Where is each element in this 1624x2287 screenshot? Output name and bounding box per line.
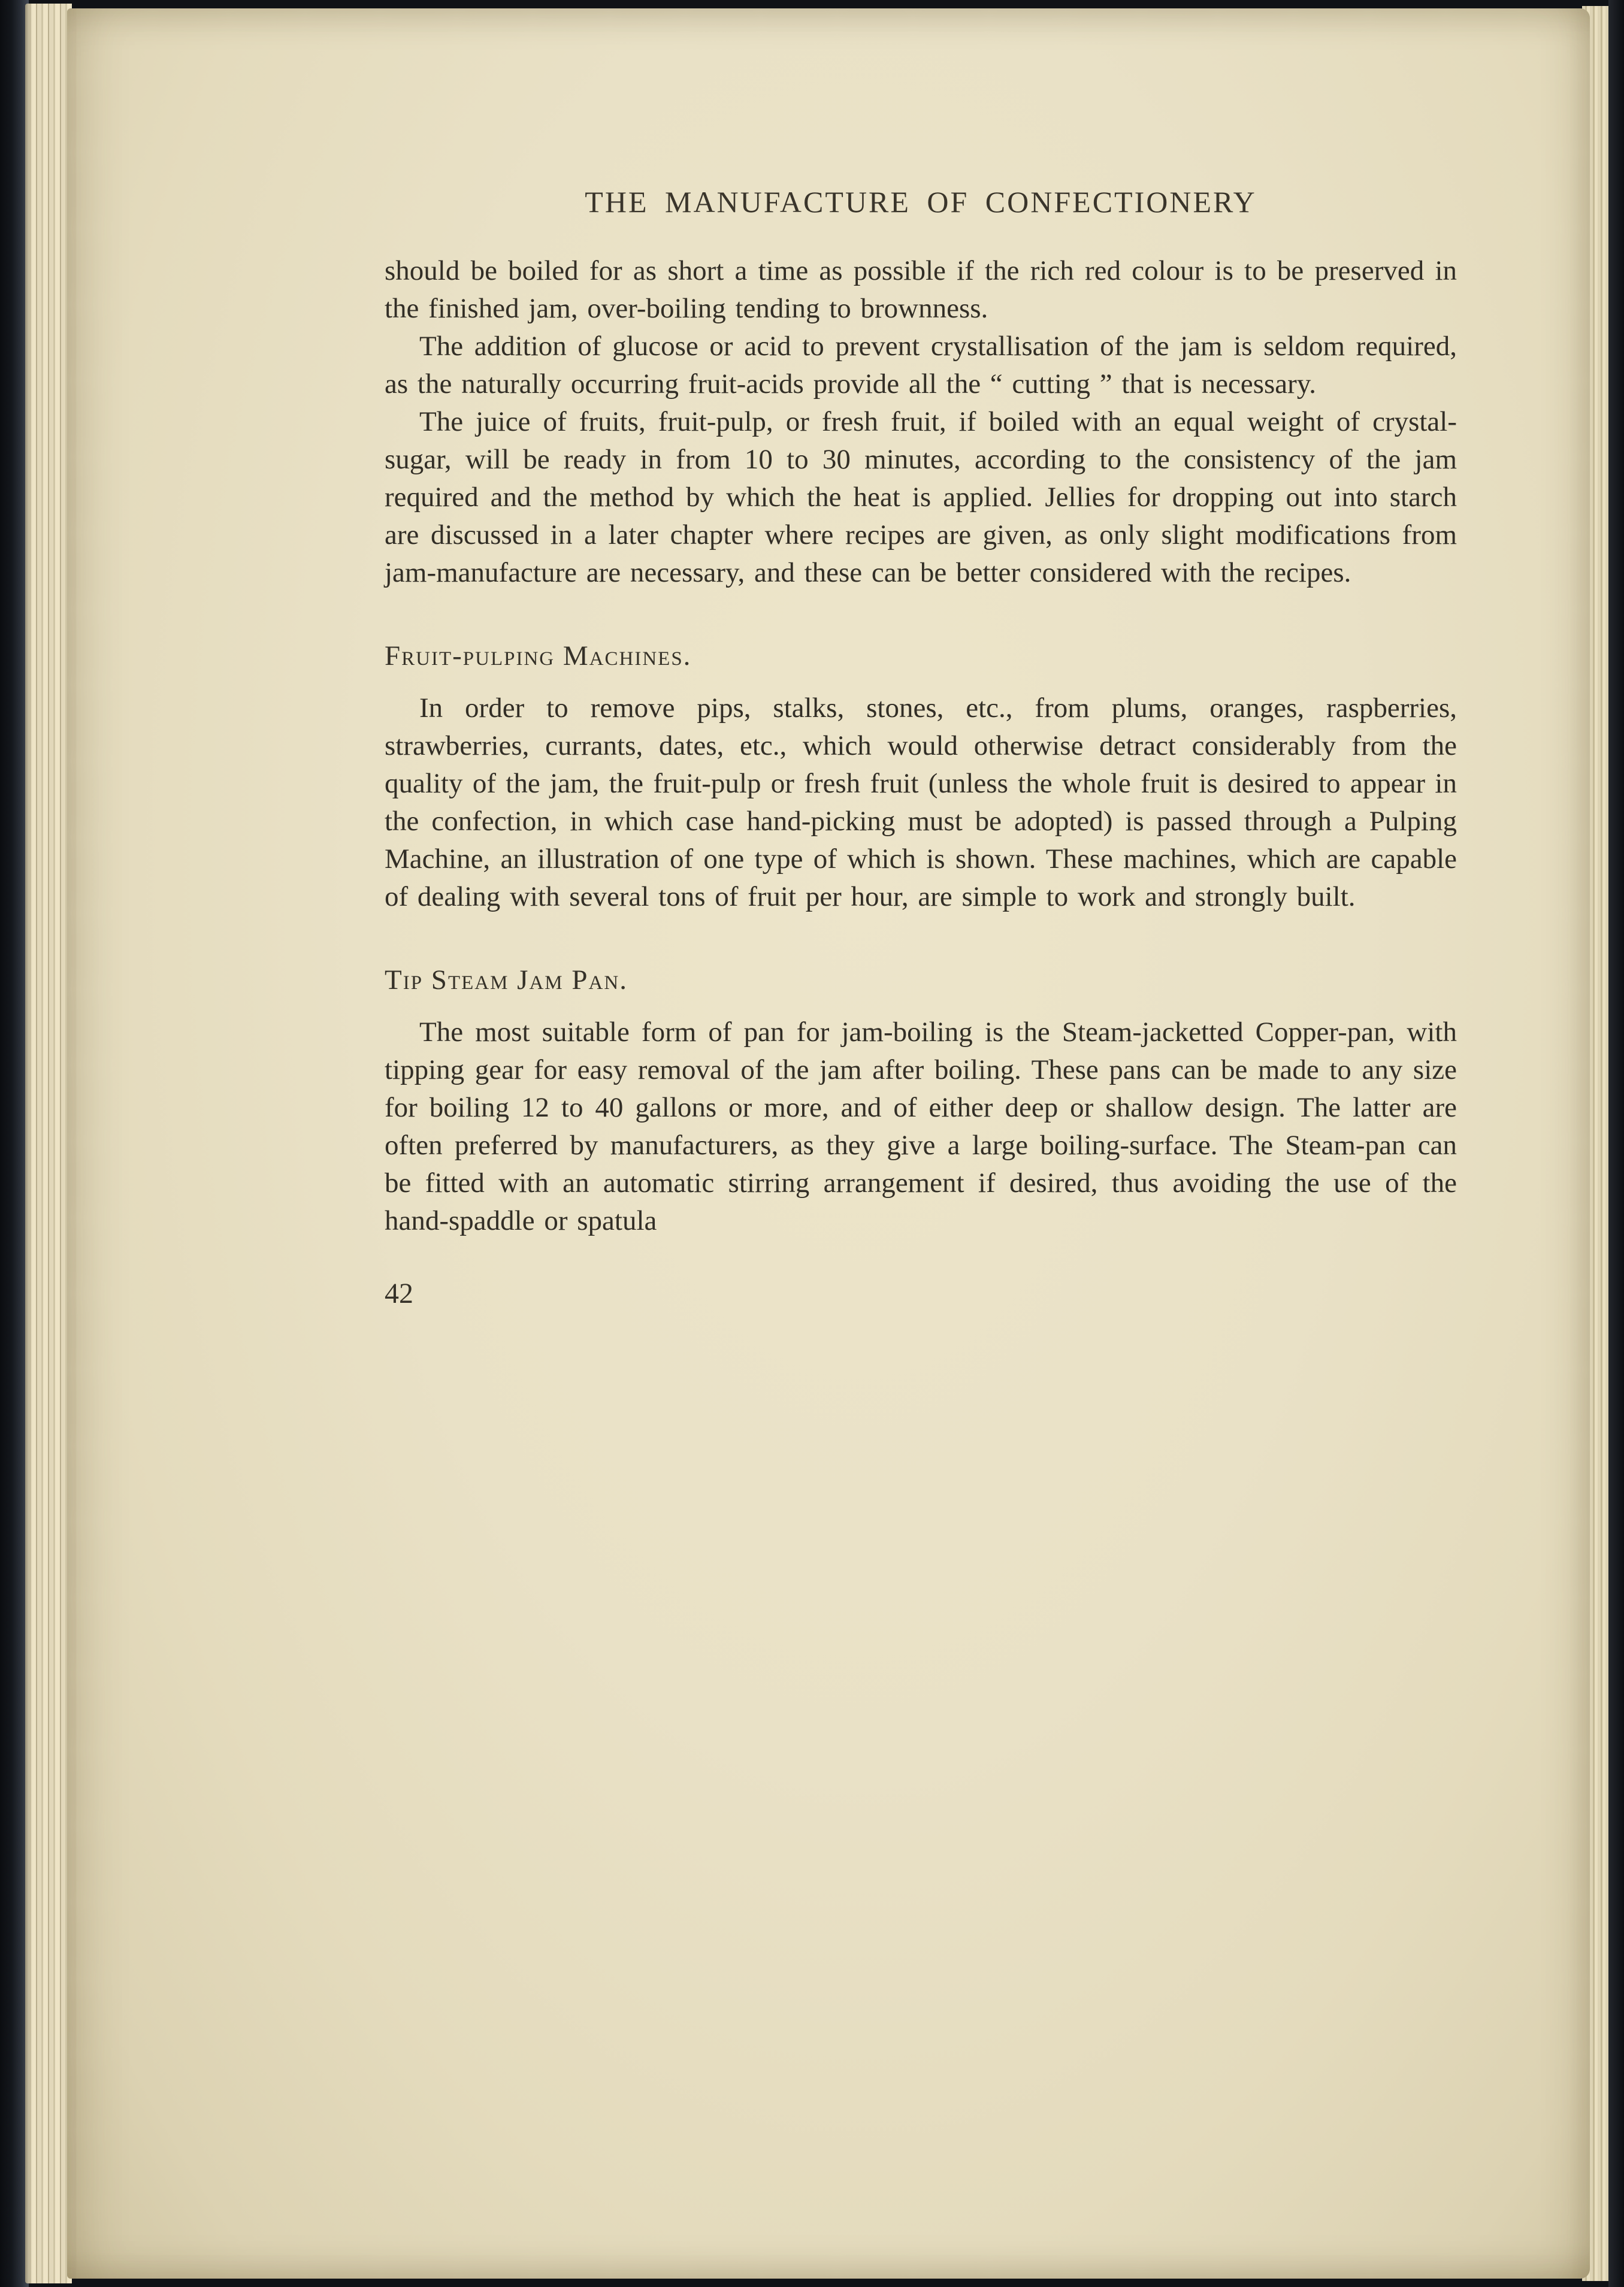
paragraph-glucose-acid: The addition of glucose or acid to prevent crystallisation of the jam is seldom required, as the naturally occurring fruit-acids provide all the “ cutting ” that is necessary. bbox=[385, 331, 1457, 400]
paragraph-fruit-pulping: In order to remove pips, stalks, stones, etc., from plums, oranges, raspberries, strawberries, currants, dates, etc., which would otherwise detract considerably from the quality of the jam, the fruit-pulp or fresh fruit (unless the whole fruit is desired to appear in the confection, in which case hand-picking must be adopted) is passed through a Pulping Machine, an illustration of one type of which is shown. These machines, which are capable of dealing with several tons of fruit per hour, are simple to work and strongly built. bbox=[385, 692, 1457, 912]
book-page bbox=[67, 8, 1590, 2279]
section-heading-tip-steam-jam-pan: Tip Steam Jam Pan. bbox=[385, 964, 628, 996]
running-header: THE MANUFACTURE OF CONFECTIONERY bbox=[585, 185, 1257, 219]
page-content bbox=[385, 8, 1457, 1312]
page-number: 42 bbox=[385, 1278, 413, 1309]
book-cover-right bbox=[1608, 0, 1624, 2287]
section-heading-fruit-pulping-machines: Fruit-pulping Machines. bbox=[385, 640, 692, 671]
paragraph-juice-of-fruits: The juice of fruits, fruit-pulp, or fresh fruit, if boiled with an equal weight of crystal-sugar, will be ready in from 10 to 30 minutes, according to the consistency of the jam required and the method by which the heat is applied. Jellies for dropping out into starch are discussed in a later chapter where recipes are given, as only slight modifications from jam-manufacture are necessary, and these can be better considered with the recipes. bbox=[385, 406, 1457, 588]
book-cover-left bbox=[0, 0, 29, 2287]
paragraph-tip-steam-jam-pan: The most suitable form of pan for jam-boiling is the Steam-jacketted Copper-pan, with tipping gear for easy removal of the jam after boiling. These pans can be made to any size for boiling 12 to 40 gallons or more, and of either deep or shallow design. The latter are often preferred by manufacturers, as they give a large boiling-surface. The Steam-pan can be fitted with an automatic stirring arrangement if desired, thus avoiding the use of the hand-spaddle or spatula bbox=[385, 1017, 1457, 1236]
page-edges-left bbox=[25, 4, 72, 2283]
paragraph-continuation: should be boiled for as short a time as possible if the rich red colour is to be preserved in the finished jam, over-boiling tending to brownness. bbox=[385, 255, 1457, 324]
